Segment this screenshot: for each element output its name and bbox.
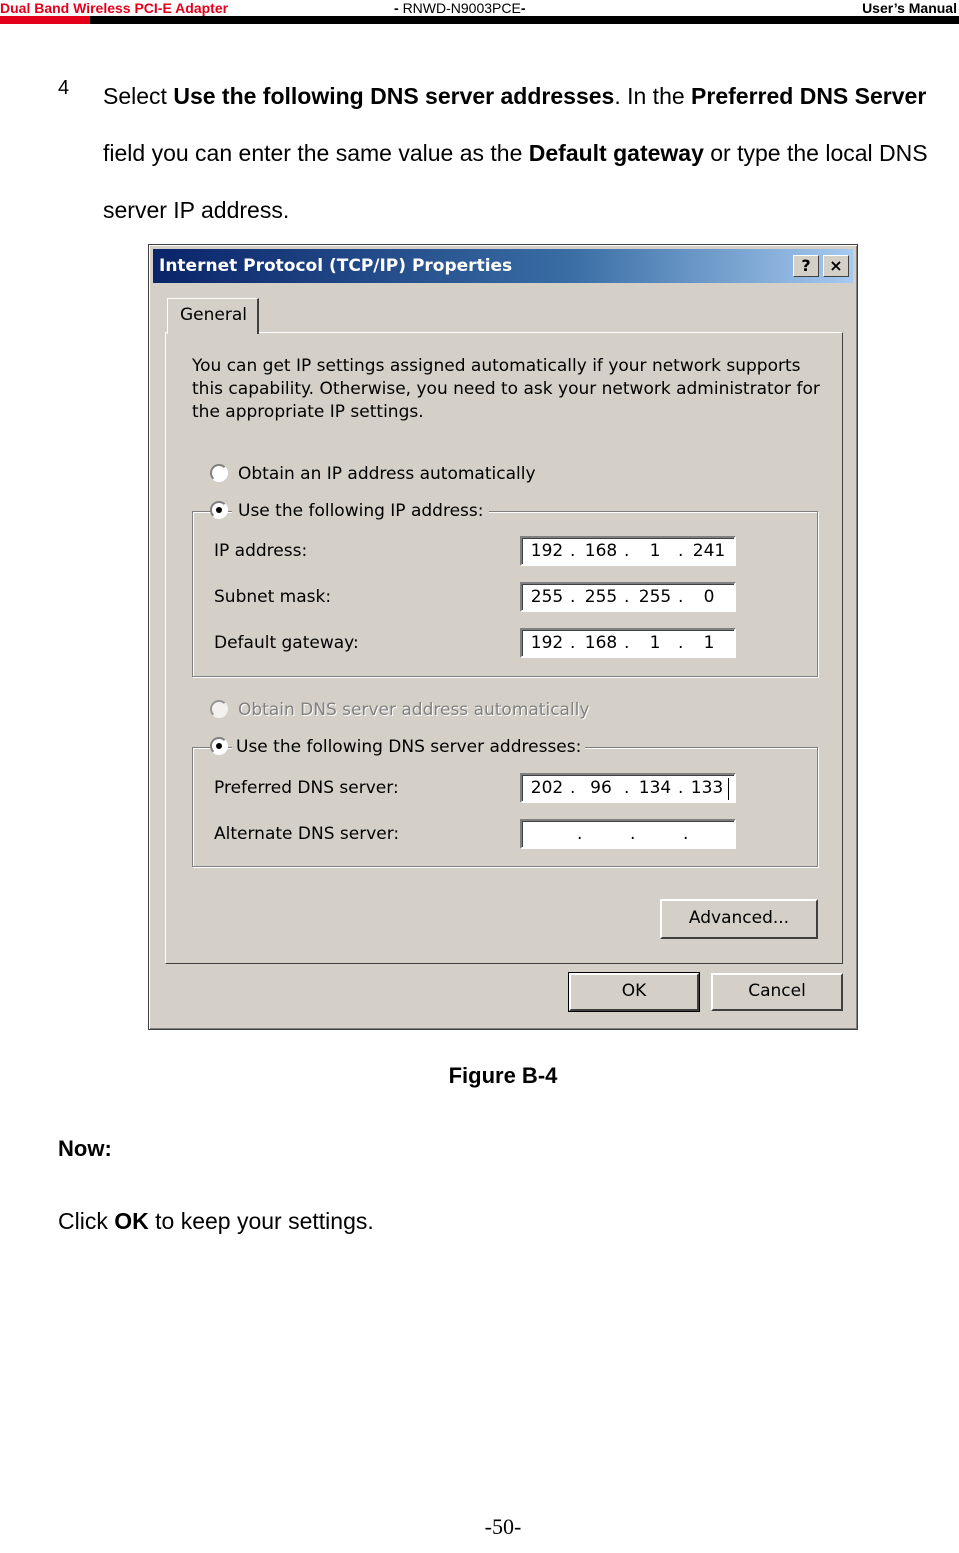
radio-use-static-dns[interactable] [210,737,228,755]
radio-obtain-dns-auto[interactable] [210,700,228,718]
step-number: 4 [58,77,70,99]
dialog-titlebar [153,249,853,283]
alternate-dns-input[interactable]: . . . [520,819,736,849]
cancel-button[interactable]: Cancel [711,973,843,1011]
ip-address-label: IP address: [214,541,308,561]
alternate-dns-label: Alternate DNS server: [214,824,400,844]
header-doc-title: User’s Manual [862,0,957,16]
subnet-mask-input[interactable]: 255 . 255 . 255 . 0 [520,582,736,612]
radio-use-static-ip[interactable] [210,501,228,519]
ok-button[interactable]: OK [569,973,699,1011]
header-rule-red [0,16,90,24]
radio-obtain-dns-auto-label[interactable]: Obtain DNS server address automatically [238,700,590,720]
general-tab-panel [165,332,843,964]
header-rule-black [90,16,959,24]
tcpip-properties-dialog [148,244,858,1030]
close-icon[interactable]: × [823,255,849,277]
subnet-mask-label: Subnet mask: [214,587,332,607]
default-gateway-label: Default gateway: [214,633,359,653]
intro-text: You can get IP settings assigned automatically if your network supports this capability. Otherwise, you need to ask your network administrator for the appropriate IP settings. [192,356,820,422]
default-gateway-input[interactable]: 192 . 168 . 1 . 1 [520,628,736,658]
preferred-dns-input[interactable]: 202 . 96 . 134 . 133 [520,773,736,803]
now-heading: Now: [58,1136,112,1161]
page-header [0,0,959,16]
figure-caption: Figure B-4 [448,1063,558,1088]
radio-use-static-dns-label[interactable]: Use the following DNS server addresses: [232,737,585,757]
help-button[interactable]: ? [793,255,819,277]
radio-obtain-ip-auto-label[interactable]: Obtain an IP address automatically [238,464,536,484]
header-product: Dual Band Wireless PCI-E Adapter [0,0,229,16]
preferred-dns-label: Preferred DNS server: [214,778,399,798]
radio-obtain-ip-auto[interactable] [210,464,228,482]
advanced-button[interactable]: Advanced... [660,899,818,939]
ip-address-input[interactable]: 192 . 168 . 1 . 241 [520,536,736,566]
static-dns-group [192,747,818,867]
click-ok-instruction: Click OK to keep your settings. [58,1208,374,1234]
step-paragraph: Select Use the following DNS server addresses. In the Preferred DNS Server field you can enter the same value as the Default gateway or type the local DNS server IP address. [103,83,928,223]
tab-general[interactable]: General [167,298,259,334]
radio-use-static-ip-label[interactable]: Use the following IP address: [232,501,489,521]
dialog-title: Internet Protocol (TCP/IP) Properties [159,256,513,276]
text-caret [728,778,729,800]
page-number: -50- [484,1514,522,1539]
header-model: - RNWD-N9003PCE- [394,0,526,16]
